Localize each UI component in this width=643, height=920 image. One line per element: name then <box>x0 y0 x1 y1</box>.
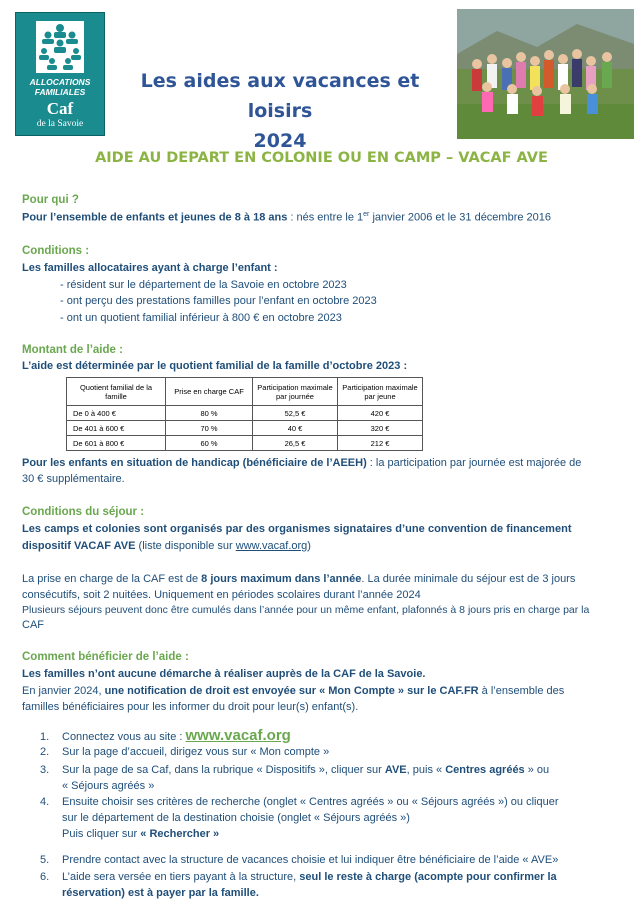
step-item: 3. Sur la page de sa Caf, dans la rubrique « Dispositifs », cliquer sur AVE, puis « Centres agréés » ou <box>40 764 550 776</box>
montant-subheading: L’aide est déterminée par le quotient familial de la famille d’octobre 2023 : <box>22 360 408 372</box>
table-row <box>67 421 423 436</box>
vacaf-link[interactable]: www.vacaf.org <box>235 540 308 552</box>
conditions-item: - résident sur le département de la Savoie en octobre 2023 <box>60 279 347 291</box>
table-row <box>67 406 423 421</box>
step-item-cont: réservation) est à payer par la famille. <box>62 887 259 899</box>
main-title: AIDE AU DEPART EN COLONIE OU EN CAMP – VACAF AVE <box>95 150 548 166</box>
handicap-text-2: 30 € supplémentaire. <box>22 473 125 485</box>
table-cell: 420 € <box>338 406 423 421</box>
logo-line-savoie: de la Savoie <box>36 119 84 129</box>
table-header-cell: Participation maximale par jeune <box>338 378 423 406</box>
conditions-item: - ont un quotient familial inférieur à 800 € en octobre 2023 <box>60 312 342 324</box>
table-cell: 70 % <box>166 421 253 436</box>
table-cell: 52,5 € <box>253 406 338 421</box>
table-row <box>67 436 423 451</box>
sejour-p2-line2: consécutifs, soit 2 nuitées. Uniquement en périodes scolaires durant l’année 2024 <box>22 589 421 601</box>
header-title-line1: Les aides aux vacances et loisirs <box>140 70 420 122</box>
conditions-item: - ont perçu des prestations familles pour l’enfant en octobre 2023 <box>60 295 377 307</box>
sejour-line1: Les camps et colonies sont organisés par des organismes signataires d’une convention de financement <box>22 523 572 535</box>
header-title <box>110 66 450 156</box>
caf-logo <box>15 12 105 136</box>
step-item: 1. Connectez vous au site : www.vacaf.org <box>40 727 291 744</box>
vacaf-site-link[interactable]: www.vacaf.org <box>185 727 291 744</box>
comment-line3: familles bénéficiaires pour les informer du droit pour leur(s) enfant(s). <box>22 701 359 713</box>
sejour-p2: La prise en charge de la CAF est de 8 jours maximum dans l’année. La durée minimale du séjour est de 3 jours <box>22 573 576 585</box>
sejour-p3: Plusieurs séjours peuvent donc être cumulés dans l’année pour un même enfant, plafonnés à 8 jours pris en charge par la <box>22 604 590 616</box>
table-cell: 60 % <box>166 436 253 451</box>
table-header-cell: Prise en charge CAF <box>166 378 253 406</box>
conditions-heading: Conditions : <box>22 245 90 257</box>
pour-qui-text: Pour l’ensemble de enfants et jeunes de 8 à 18 ans : nés entre le 1er janvier 2006 et le 31 décembre 2016 <box>22 211 552 224</box>
family-emblem-icon <box>30 19 90 75</box>
table-cell: 212 € <box>338 436 423 451</box>
handicap-text: Pour les enfants en situation de handicap (bénéficiaire de l’AEEH) : la participation par journée est majorée de <box>22 457 582 469</box>
step-item: 5. Prendre contact avec la structure de vacances choisie et lui indiquer être bénéficiaire de l’aide « AVE» <box>40 854 559 866</box>
table-header-cell: Participation maximale par journée <box>253 378 338 406</box>
logo-line-allocations: ALLOCATIONS <box>29 77 91 87</box>
sejour-p3-line2: CAF <box>22 619 44 631</box>
sejour-line2: dispositif VACAF AVE (liste disponible sur www.vacaf.org) <box>22 540 311 552</box>
step-item-cont: « Séjours agréés » <box>62 780 155 792</box>
comment-heading: Comment bénéficier de l’aide : <box>22 651 189 663</box>
header-title-line2: 2024 <box>253 130 307 152</box>
step-item: 2. Sur la page d’accueil, dirigez vous sur « Mon compte » <box>40 746 330 758</box>
comment-line2: En janvier 2024, une notification de droit est envoyée sur « Mon Compte » sur le CAF.FR à l’ensemble des <box>22 685 565 697</box>
logo-line-caf: Caf <box>46 99 74 118</box>
table-cell: De 601 à 800 € <box>67 436 166 451</box>
step-item: 6. L’aide sera versée en tiers payant à la structure, seul le reste à charge (acompte pour confirmer la <box>40 871 557 883</box>
step-item-cont: sur le département de la destination choisie (onglet « Séjours agréés ») <box>62 812 410 824</box>
step-item: 4. Ensuite choisir ses critères de recherche (onglet « Centres agréés » ou « Séjours agréés ») ou cliquer <box>40 796 559 808</box>
sejour-heading: Conditions du séjour : <box>22 506 145 518</box>
pour-qui-heading: Pour qui ? <box>22 194 79 206</box>
table-cell: De 0 à 400 € <box>67 406 166 421</box>
comment-line1: Les familles n’ont aucune démarche à réaliser auprès de la CAF de la Savoie. <box>22 668 426 680</box>
children-group-photo <box>457 9 634 139</box>
table-cell: 26,5 € <box>253 436 338 451</box>
table-header-row <box>67 378 423 406</box>
table-cell: 40 € <box>253 421 338 436</box>
step-item-cont: Puis cliquer sur « Rechercher » <box>62 828 220 840</box>
table-cell: 80 % <box>166 406 253 421</box>
conditions-subheading: Les familles allocataires ayant à charge l’enfant : <box>22 262 278 274</box>
table-cell: 320 € <box>338 421 423 436</box>
logo-line-familiales: FAMILIALES <box>34 87 86 97</box>
quotient-table <box>66 377 423 451</box>
table-header-cell: Quotient familial de la famille <box>67 378 166 406</box>
montant-heading: Montant de l’aide : <box>22 344 123 356</box>
table-cell: De 401 à 600 € <box>67 421 166 436</box>
